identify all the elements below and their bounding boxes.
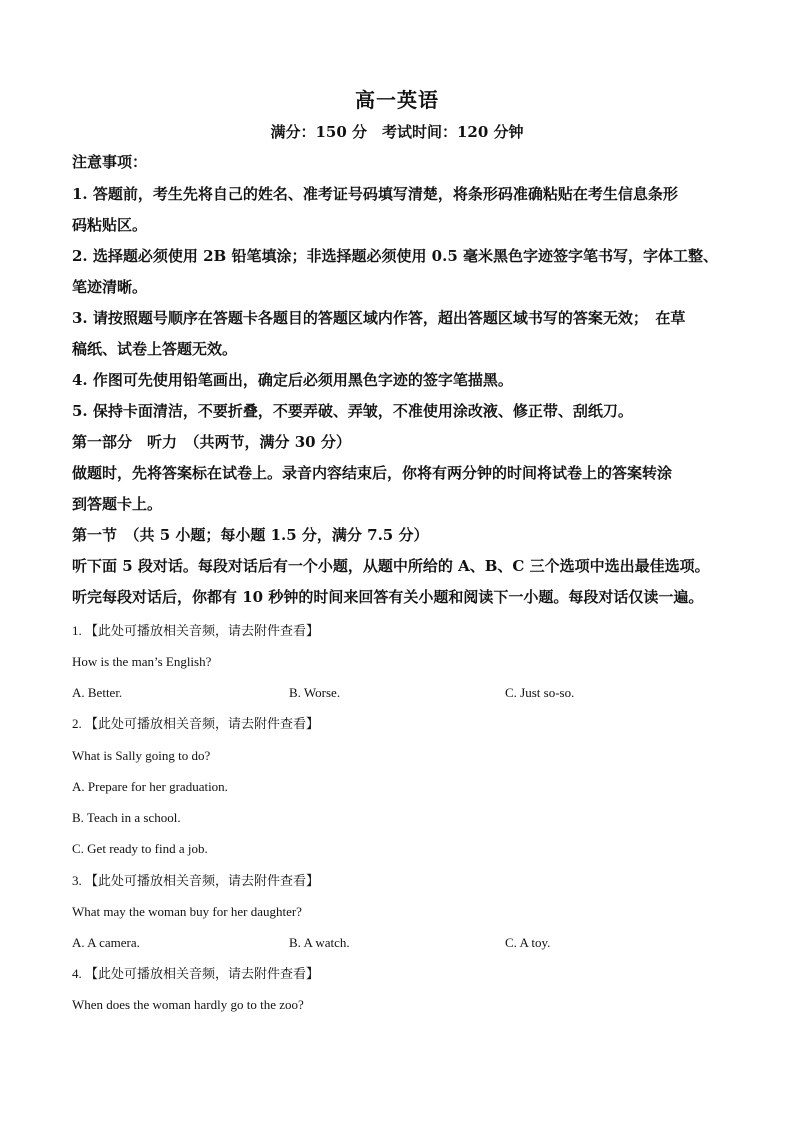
- exam-info: 满分：150 分 考试时间：120 分钟: [270, 123, 524, 141]
- note-line: 3. 请按照题号顺序在答题卡各题目的答题区域内作答，超出答题区域书写的答案无效； 在草: [72, 309, 686, 327]
- note-line: 码粘贴区。: [72, 216, 148, 234]
- question-3-option-b: B. A watch.: [289, 935, 350, 950]
- note-line: 5. 保持卡面清洁，不要折叠，不要弄破、弄皱，不准使用涂改液、修正带、刮纸刀。: [72, 402, 633, 420]
- question-2-stem: What is Sally going to do?: [72, 748, 211, 763]
- section1-instruction: 听下面 5 段对话。每段对话后有一个小题，从题中所给的 A、B、C 三个选项中选出最佳选项。: [72, 557, 710, 575]
- question-3-option-c: C. A toy.: [505, 935, 551, 950]
- question-1-option-c: C. Just so-so.: [505, 685, 575, 700]
- question-1-stem: How is the man’s English?: [72, 654, 212, 669]
- question-1-audio[interactable]: 1. 【此处可播放相关音频，请去附件查看】: [72, 623, 320, 638]
- section1-heading: 第一节 （共 5 小题；每小题 1.5 分，满分 7.5 分）: [72, 526, 429, 544]
- note-line: 笔迹清晰。: [72, 278, 148, 296]
- question-2-option-b: B. Teach in a school.: [72, 810, 181, 825]
- note-line: 4. 作图可先使用铅笔画出，确定后必须用黑色字迹的签字笔描黑。: [72, 371, 513, 389]
- question-4-audio[interactable]: 4. 【此处可播放相关音频，请去附件查看】: [72, 966, 320, 981]
- page-title: 高一英语: [355, 88, 439, 112]
- part1-instruction: 做题时，先将答案标在试卷上。录音内容结束后，你将有两分钟的时间将试卷上的答案转涂: [72, 464, 673, 482]
- notes-heading: 注意事项：: [72, 153, 148, 171]
- question-3-audio[interactable]: 3. 【此处可播放相关音频，请去附件查看】: [72, 873, 320, 888]
- question-2-audio[interactable]: 2. 【此处可播放相关音频，请去附件查看】: [72, 716, 320, 731]
- note-line: 1. 答题前，考生先将自己的姓名、准考证号码填写清楚，将条形码准确粘贴在考生信息条形: [72, 185, 678, 203]
- question-3-stem: What may the woman buy for her daughter?: [72, 904, 302, 919]
- question-3-option-a: A. A camera.: [72, 935, 140, 950]
- section1-instruction: 听完每段对话后，你都有 10 秒钟的时间来回答有关小题和阅读下一小题。每段对话仅读一遍。: [72, 588, 704, 606]
- question-1-option-a: A. Better.: [72, 685, 123, 700]
- note-line: 2. 选择题必须使用 2B 铅笔填涂；非选择题必须使用 0.5 毫米黑色字迹签字笔书写，字体工整、: [72, 247, 718, 265]
- part1-instruction: 到答题卡上。: [72, 495, 163, 513]
- question-2-option-a: A. Prepare for her graduation.: [72, 779, 228, 794]
- note-line: 稿纸、试卷上答题无效。: [72, 340, 238, 358]
- part1-heading: 第一部分 听力 （共两节，满分 30 分）: [72, 433, 351, 451]
- question-1-option-b: B. Worse.: [289, 685, 341, 700]
- question-4-stem: When does the woman hardly go to the zoo?: [72, 997, 304, 1012]
- question-2-option-c: C. Get ready to find a job.: [72, 841, 208, 856]
